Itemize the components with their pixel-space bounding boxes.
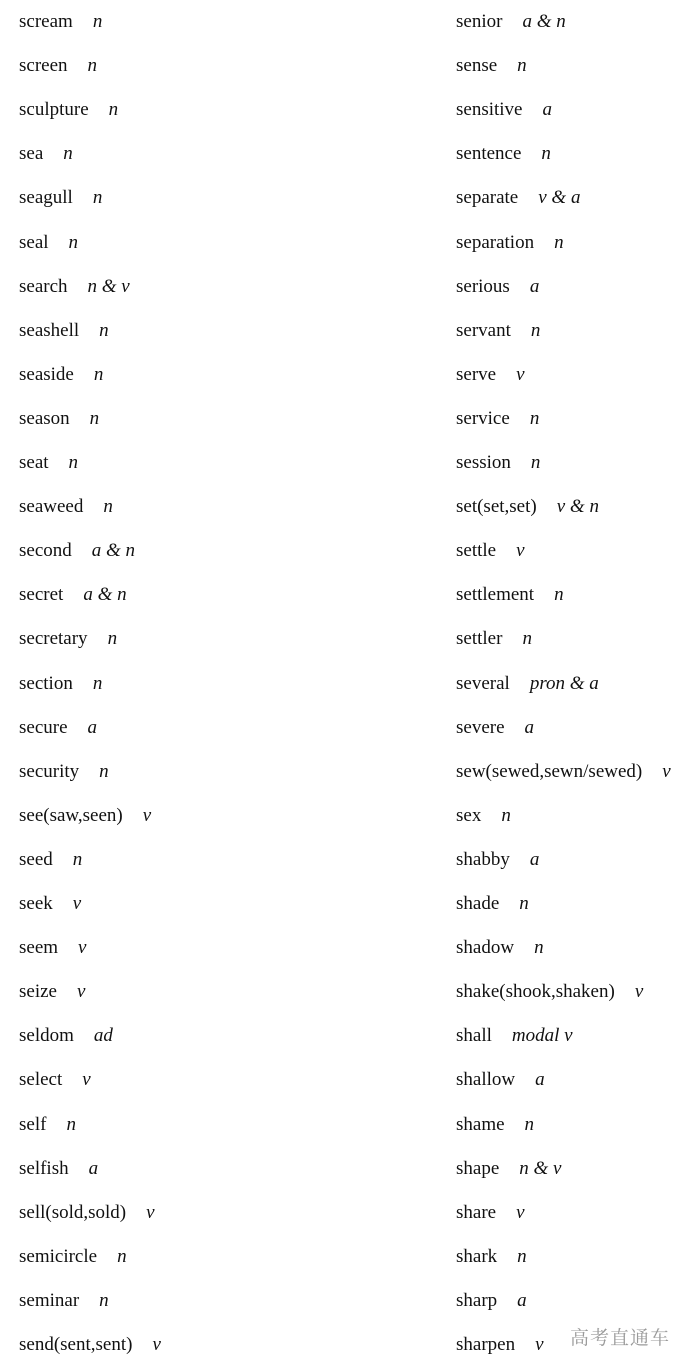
part-of-speech: n bbox=[89, 407, 100, 429]
vocab-entry bbox=[456, 1154, 561, 1184]
vocab-entry bbox=[456, 95, 552, 125]
part-of-speech: a & n bbox=[522, 11, 566, 32]
part-of-speech: v bbox=[76, 981, 86, 1003]
part-of-speech: n bbox=[554, 231, 564, 253]
vocab-entry bbox=[19, 713, 97, 743]
vocab-word: shark bbox=[456, 1245, 498, 1267]
part-of-speech: a bbox=[542, 99, 552, 121]
vocab-word: sell(sold,sold) bbox=[19, 1201, 127, 1223]
vocab-entry bbox=[456, 448, 540, 478]
part-of-speech: n bbox=[66, 1113, 76, 1135]
vocab-word: see(saw,seen) bbox=[19, 804, 123, 826]
part-of-speech: n bbox=[501, 804, 511, 826]
vocab-word: separation bbox=[456, 231, 535, 253]
part-of-speech: a & n bbox=[91, 540, 136, 562]
vocab-word: severe bbox=[456, 716, 505, 738]
vocab-word: seat bbox=[19, 452, 49, 473]
part-of-speech: n bbox=[99, 760, 109, 782]
vocab-entry bbox=[456, 183, 580, 213]
part-of-speech: v bbox=[72, 893, 82, 914]
part-of-speech: n bbox=[541, 143, 551, 165]
part-of-speech: a bbox=[529, 848, 540, 870]
vocab-word: shake(shook,shaken) bbox=[456, 981, 615, 1003]
vocab-word: secure bbox=[19, 716, 68, 738]
vocab-word: shall bbox=[456, 1025, 492, 1047]
part-of-speech: n bbox=[554, 584, 564, 606]
vocab-entry bbox=[456, 580, 564, 610]
part-of-speech: n bbox=[92, 672, 103, 694]
vocab-entry bbox=[456, 1286, 527, 1316]
vocab-entry bbox=[456, 1065, 545, 1095]
part-of-speech: n bbox=[92, 187, 103, 209]
vocab-entry bbox=[19, 51, 97, 81]
vocab-word: season bbox=[19, 407, 70, 429]
part-of-speech: v & a bbox=[538, 187, 581, 209]
part-of-speech: n bbox=[107, 628, 118, 650]
part-of-speech: v bbox=[152, 1334, 161, 1355]
vocab-entry bbox=[456, 7, 566, 37]
part-of-speech: n bbox=[519, 893, 529, 914]
vocab-word: send(sent,sent) bbox=[19, 1334, 133, 1355]
vocab-entry bbox=[456, 536, 525, 566]
vocab-entry bbox=[19, 757, 109, 787]
part-of-speech: n bbox=[87, 55, 98, 77]
vocab-word: shallow bbox=[456, 1069, 516, 1091]
part-of-speech: n bbox=[68, 231, 79, 253]
vocab-entry bbox=[19, 448, 78, 478]
vocab-entry bbox=[19, 228, 78, 258]
part-of-speech: n bbox=[63, 143, 73, 165]
vocab-word: sense bbox=[456, 55, 498, 77]
vocab-entry bbox=[456, 1110, 534, 1140]
part-of-speech: n bbox=[522, 628, 532, 650]
vocab-word: scream bbox=[19, 11, 73, 32]
vocab-entry bbox=[456, 669, 599, 699]
part-of-speech: n bbox=[530, 319, 541, 341]
vocab-entry bbox=[456, 1242, 527, 1272]
vocab-word: seaweed bbox=[19, 496, 84, 518]
vocab-entry bbox=[19, 404, 99, 434]
vocab-entry bbox=[19, 624, 117, 654]
vocab-word: service bbox=[456, 407, 510, 429]
vocab-entry bbox=[19, 536, 135, 566]
part-of-speech: a bbox=[87, 716, 98, 738]
vocab-word: settler bbox=[456, 628, 503, 650]
vocab-word: screen bbox=[19, 55, 68, 77]
vocab-word: shame bbox=[456, 1113, 505, 1135]
vocab-entry bbox=[19, 1330, 161, 1360]
vocab-word: second bbox=[19, 540, 72, 562]
vocab-entry bbox=[456, 933, 544, 963]
vocab-word: secretary bbox=[19, 628, 88, 650]
vocab-entry bbox=[19, 492, 113, 522]
vocab-word: seagull bbox=[19, 187, 73, 209]
vocab-entry bbox=[456, 889, 529, 919]
vocab-entry bbox=[456, 316, 540, 346]
part-of-speech: v bbox=[516, 1201, 525, 1223]
vocab-word: seminar bbox=[19, 1289, 80, 1311]
part-of-speech: a & n bbox=[83, 584, 127, 606]
part-of-speech: v bbox=[516, 363, 525, 385]
vocab-entry bbox=[19, 272, 130, 302]
vocab-entry bbox=[19, 1065, 91, 1095]
vocab-word: seem bbox=[19, 937, 59, 959]
part-of-speech: n bbox=[99, 1289, 109, 1311]
part-of-speech: n & v bbox=[519, 1157, 562, 1179]
vocab-word: set(set,set) bbox=[456, 496, 537, 518]
vocab-word: semicircle bbox=[19, 1245, 98, 1267]
vocab-word: settlement bbox=[456, 584, 535, 606]
vocab-word: shadow bbox=[456, 937, 515, 959]
part-of-speech: n bbox=[99, 319, 109, 341]
part-of-speech: n bbox=[93, 363, 104, 385]
vocab-entry bbox=[456, 801, 511, 831]
vocab-entry bbox=[456, 624, 532, 654]
part-of-speech: n bbox=[530, 452, 541, 473]
vocab-entry bbox=[456, 228, 564, 258]
vocab-word: secret bbox=[19, 584, 64, 606]
vocab-word: several bbox=[456, 672, 510, 694]
vocab-word: settle bbox=[456, 540, 497, 562]
part-of-speech: a bbox=[529, 275, 540, 297]
vocab-entry bbox=[456, 845, 539, 875]
vocab-word: self bbox=[19, 1113, 47, 1135]
vocab-entry bbox=[456, 1021, 573, 1051]
vocab-entry bbox=[456, 404, 539, 434]
vocab-word: sharpen bbox=[456, 1334, 516, 1355]
vocab-entry bbox=[19, 1198, 155, 1228]
vocab-entry bbox=[19, 889, 81, 919]
part-of-speech: v bbox=[634, 981, 644, 1003]
vocab-word: seashell bbox=[19, 319, 80, 341]
vocab-word: section bbox=[19, 672, 73, 694]
vocab-word: search bbox=[19, 275, 68, 297]
vocab-entry bbox=[456, 51, 527, 81]
part-of-speech: n bbox=[108, 99, 119, 121]
vocab-entry bbox=[19, 7, 102, 37]
vocab-word: sharp bbox=[456, 1289, 498, 1311]
vocab-word: serious bbox=[456, 275, 510, 297]
part-of-speech: v & n bbox=[556, 496, 599, 518]
vocab-word: seal bbox=[19, 231, 49, 253]
part-of-speech: v bbox=[146, 1201, 155, 1223]
vocab-entry bbox=[19, 360, 103, 390]
vocab-word: share bbox=[456, 1201, 497, 1223]
vocab-word: serve bbox=[456, 363, 497, 385]
vocab-entry bbox=[456, 360, 525, 390]
vocab-entry bbox=[19, 1286, 109, 1316]
vocab-entry bbox=[19, 95, 118, 125]
part-of-speech: n bbox=[68, 452, 79, 473]
vocab-word: shabby bbox=[456, 848, 510, 870]
part-of-speech: n bbox=[103, 496, 113, 518]
part-of-speech: a bbox=[535, 1069, 545, 1091]
vocab-word: seldom bbox=[19, 1025, 74, 1047]
vocab-word: sculpture bbox=[19, 99, 89, 121]
vocab-entry bbox=[456, 713, 534, 743]
part-of-speech: v bbox=[82, 1069, 91, 1091]
vocab-word: seed bbox=[19, 848, 53, 870]
vocab-word: sensitive bbox=[456, 99, 523, 121]
vocab-entry bbox=[456, 1198, 525, 1228]
vocab-word: senior bbox=[456, 11, 503, 32]
vocab-entry bbox=[456, 139, 551, 169]
vocab-word: servant bbox=[456, 319, 511, 341]
part-of-speech: n bbox=[529, 407, 540, 429]
part-of-speech: n bbox=[534, 937, 544, 959]
vocab-entry bbox=[19, 580, 127, 610]
part-of-speech: a bbox=[524, 716, 535, 738]
vocab-entry bbox=[456, 272, 539, 302]
vocab-entry bbox=[456, 977, 643, 1007]
part-of-speech: n bbox=[117, 1245, 127, 1267]
vocab-word: sentence bbox=[456, 143, 522, 165]
vocab-word: shape bbox=[456, 1157, 500, 1179]
part-of-speech: v bbox=[535, 1334, 544, 1355]
vocab-entry bbox=[19, 1110, 76, 1140]
part-of-speech: v bbox=[142, 804, 152, 826]
vocab-entry bbox=[19, 669, 102, 699]
vocab-entry bbox=[456, 492, 599, 522]
part-of-speech: n bbox=[524, 1113, 535, 1135]
vocab-word: sex bbox=[456, 804, 482, 826]
part-of-speech: n & v bbox=[87, 275, 130, 297]
vocab-word: sew(sewed,sewn/sewed) bbox=[456, 760, 643, 782]
part-of-speech: pron & a bbox=[529, 672, 599, 694]
part-of-speech: v bbox=[516, 540, 525, 562]
vocab-word: sea bbox=[19, 143, 44, 165]
part-of-speech: n bbox=[92, 11, 103, 32]
vocab-entry bbox=[19, 977, 85, 1007]
part-of-speech: n bbox=[517, 55, 527, 77]
part-of-speech: a bbox=[88, 1157, 99, 1179]
vocab-word: security bbox=[19, 760, 80, 782]
vocab-entry bbox=[19, 801, 151, 831]
vocab-word: separate bbox=[456, 187, 519, 209]
watermark-text: 高考直通车 bbox=[569, 1327, 670, 1349]
vocab-word: seize bbox=[19, 981, 57, 1003]
vocab-word: seaside bbox=[19, 363, 74, 385]
vocab-entry bbox=[19, 1154, 98, 1184]
vocab-entry bbox=[456, 1330, 544, 1360]
part-of-speech: v bbox=[78, 937, 87, 959]
vocab-entry bbox=[19, 183, 102, 213]
part-of-speech: ad bbox=[93, 1025, 113, 1047]
part-of-speech: n bbox=[517, 1245, 527, 1267]
vocab-entry bbox=[19, 316, 109, 346]
part-of-speech: modal v bbox=[511, 1025, 573, 1047]
vocab-entry bbox=[19, 933, 86, 963]
vocab-entry bbox=[19, 1021, 113, 1051]
vocab-entry bbox=[19, 845, 82, 875]
vocab-word: shade bbox=[456, 893, 500, 914]
vocab-word: selfish bbox=[19, 1157, 69, 1179]
part-of-speech: v bbox=[662, 760, 671, 782]
part-of-speech: n bbox=[72, 848, 83, 870]
vocab-word: select bbox=[19, 1069, 63, 1091]
vocab-entry bbox=[19, 139, 73, 169]
vocab-word: session bbox=[456, 452, 511, 473]
part-of-speech: a bbox=[517, 1289, 527, 1311]
vocab-word: seek bbox=[19, 893, 53, 914]
vocab-entry bbox=[456, 757, 671, 787]
vocab-entry bbox=[19, 1242, 127, 1272]
